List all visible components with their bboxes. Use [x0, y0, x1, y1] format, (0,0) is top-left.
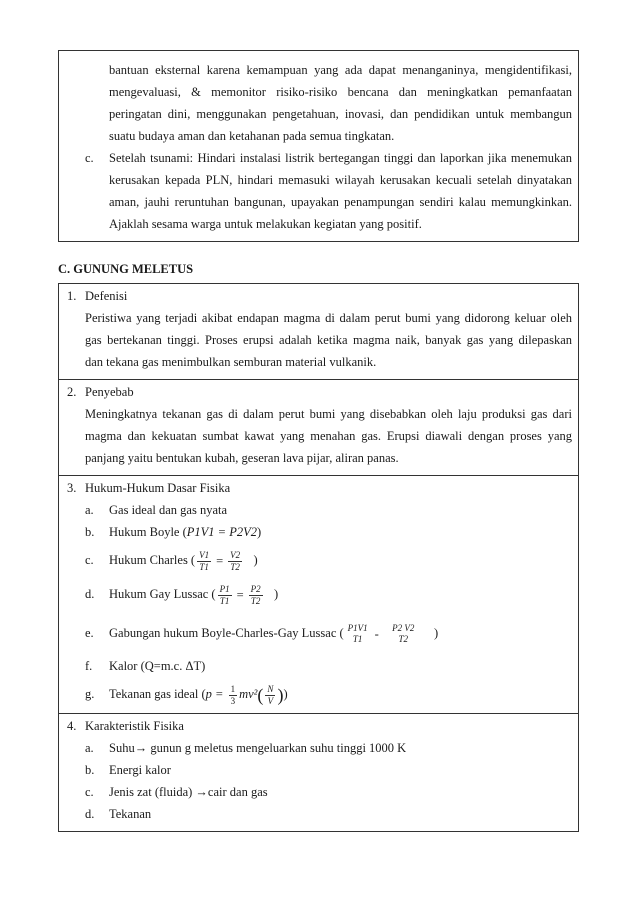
fraction: $\frac{N}{V}$	[267, 683, 274, 706]
table-row	[59, 476, 579, 714]
list-item: c. Jenis zat (fluida) →cair dan gas	[85, 785, 268, 799]
text-line: aman, jauhi reruntuhan bangunan, upayakan penampungan sendiri kalau memungkinkan.	[109, 195, 572, 209]
text-line: dan tekana gas menimbulkan semburan material vulkanik.	[85, 355, 377, 369]
row-number: 2.	[67, 385, 77, 399]
text-line: kerusakan kepada PLN, hindari memasuki wilayah kerusakan kecuali setelah dinyatakan	[109, 173, 572, 187]
fraction: $\frac{P1}{T1}$	[219, 583, 230, 606]
item-c	[59, 147, 578, 235]
fraction: P1V1 T1	[347, 623, 368, 645]
list-item: f. Kalor (Q=m.c. ΔT)	[85, 659, 206, 673]
info-table	[58, 283, 579, 832]
row-number: 4.	[67, 719, 77, 733]
table-row	[59, 714, 579, 832]
text-line: bantuan eksternal karena kemampuan yang ada dapat menanganinya, mengidentifikasi,	[109, 63, 572, 77]
list-item: b. Hukum Boyle (P1V1 = P2V2)	[85, 525, 262, 539]
row-number: 1.	[67, 289, 77, 303]
text-line: panjang yaitu bentukan kubah, geseran lava pijar, aliran panas.	[85, 451, 399, 465]
item-label: c.	[85, 151, 94, 165]
list-item: d. Tekanan	[85, 807, 152, 821]
fraction: P2 V2 T2	[392, 623, 415, 645]
table-row	[59, 284, 579, 380]
list-item: c. Hukum Charles ( $\frac{V1}{T1}$ = $\frac{V2}{T2}$ )	[85, 549, 258, 572]
list-item: e. Gabungan hukum Boyle-Charles-Gay Lussac ( P1V1 T1 - P2 V2 T2 )	[85, 623, 439, 645]
text-line: Ajaklah sesama warga untuk melakukan kegiatan yang positif.	[109, 217, 422, 231]
text-line: peringatan dini, menggunakan pengetahuan, inovasi, dan pendidikan untuk membangun	[109, 107, 572, 121]
row-title: Karakteristik Fisika	[85, 719, 184, 733]
row-title: Hukum-Hukum Dasar Fisika	[85, 481, 231, 495]
list-item: a. Gas ideal dan gas nyata	[85, 503, 228, 517]
list-item: a. Suhu→ gunun g meletus mengeluarkan suhu tinggi 1000 K	[85, 741, 407, 755]
continuation-box	[58, 50, 579, 242]
boyle-equation: P1V1 = P2V2	[186, 525, 258, 539]
table-row	[59, 380, 579, 476]
text-line: suatu budaya aman dan ketahanan pada semua tingkatan.	[109, 129, 395, 143]
text-line: Peristiwa yang terjadi akibat endapan magma di dalam perut bumi yang didorong keluar oleh	[85, 311, 572, 325]
text-line: magma dan kekuatan sumbat kawat yang menahan gas. Erupsi diawali dengan proses yang	[85, 429, 572, 443]
fraction: $\frac{V1}{T1}$	[199, 549, 210, 572]
row-title: Defenisi	[85, 289, 128, 303]
fraction: $\frac{1}{3}$	[230, 683, 236, 706]
list-item: b. Energi kalor	[85, 763, 171, 777]
text-line: Meningkatnya tekanan gas di dalam perut bumi yang disebabkan oleh laju produksi gas dari	[85, 407, 572, 421]
row-title: Penyebab	[85, 385, 134, 399]
text-line: gas bertekanan tinggi. Proses erupsi adalah ketika magma naik, banyak gas yang dilepaskan	[85, 333, 572, 347]
list-item: g. Tekanan gas ideal (p = $\frac{1}{3}$ mv²( $\frac{N}{V}$ ))	[85, 683, 288, 706]
row-number: 3.	[67, 481, 77, 495]
text-line: Setelah tsunami: Hindari instalasi listrik bertegangan tinggi dan laporkan jika menemukan	[109, 151, 572, 165]
text-line: mengevaluasi, & memonitor risiko-risiko bencana dan meningkatkan pemanfaatan	[109, 85, 572, 99]
fraction: $\frac{P2}{T2}$	[250, 583, 261, 606]
list-item: d. Hukum Gay Lussac ( $\frac{P1}{T1}$ = $\frac{P2}{T2}$ )	[85, 583, 279, 606]
section-heading: C. GUNUNG MELETUS	[58, 262, 194, 276]
fraction: $\frac{V2}{T2}$	[230, 549, 241, 572]
